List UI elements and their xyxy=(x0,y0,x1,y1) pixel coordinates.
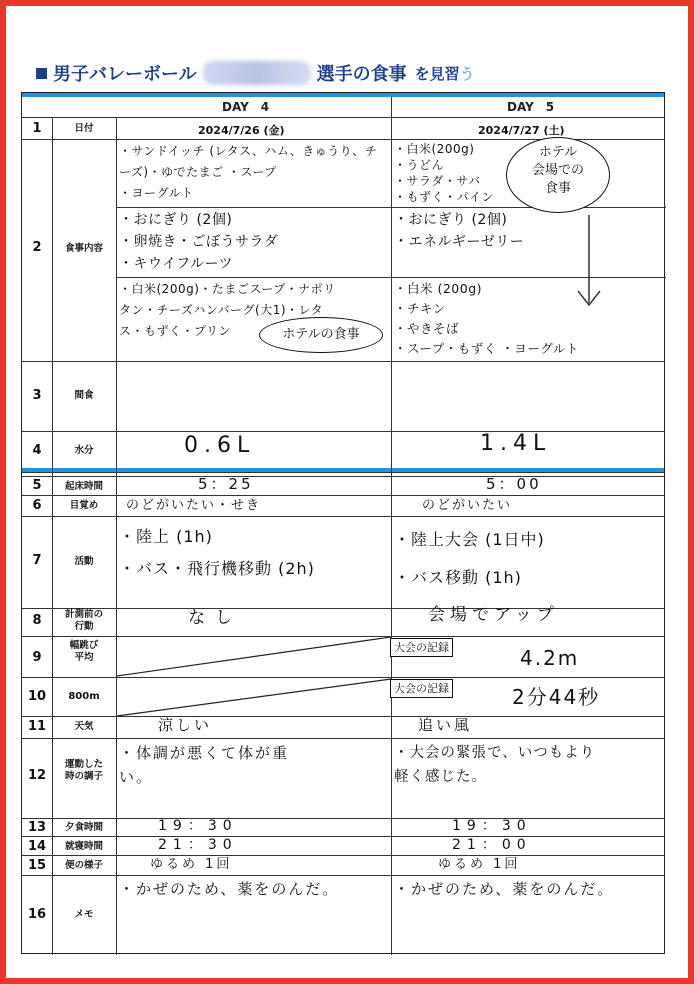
row-num-6: 6 xyxy=(32,498,42,513)
day5-800m-record: 2分44秒 xyxy=(512,685,601,709)
row-label-weather: 天気 xyxy=(74,721,94,732)
day4-bedtime: 21：30 xyxy=(158,837,238,853)
day5-wake: 5：00 xyxy=(486,475,542,493)
row-num-2: 2 xyxy=(32,240,42,255)
hotel-venue-bubble: ホテル 会場での 食事 xyxy=(506,137,610,213)
row-label-stool: 便の様子 xyxy=(64,860,103,871)
row-num-3: 3 xyxy=(32,388,42,403)
day5-jump-tag: 大会の記録 xyxy=(390,638,453,657)
day5-dinner-time: 19：30 xyxy=(452,818,532,834)
page-title xyxy=(36,60,475,86)
row-num-10: 10 xyxy=(27,689,47,704)
row-num-16: 16 xyxy=(27,907,47,922)
day4-condition: ・体調が悪くて体が重 い。 xyxy=(119,744,290,786)
title-prefix: 男子バレーボール xyxy=(53,64,197,85)
row-num-9: 9 xyxy=(32,650,42,665)
row-num-12: 12 xyxy=(27,768,47,783)
title-suffix: を見習う xyxy=(414,64,475,83)
day4-pre-measure: なし xyxy=(188,608,242,628)
record-sheet xyxy=(21,92,665,954)
day4-memo: ・かぜのため、薬をのんだ。 xyxy=(119,880,340,898)
strike-line-row10 xyxy=(117,679,391,716)
day5-condition: ・大会の緊張で、いつもより 軽く感じた。 xyxy=(394,745,596,785)
row-num-7: 7 xyxy=(32,553,42,568)
day5-pre-measure: 会場でアップ xyxy=(428,605,559,625)
day4-dinner-time: 19：30 xyxy=(158,818,238,834)
row-num-14: 14 xyxy=(27,839,47,854)
row-label-800m: 800m xyxy=(68,691,100,702)
day4-water: 0.6L xyxy=(184,433,256,458)
day4-dinner: ・白米(200g)・たまごスープ・ナポリ タン・チーズハンバーグ(大1)・レタ ス・もずく・プリン xyxy=(119,282,336,338)
row-label-snack: 間食 xyxy=(74,390,94,401)
day5-activity: ・陸上大会 (1日中) ・バス移動 (1h) xyxy=(394,530,545,587)
row-label-date: 日付 xyxy=(74,123,94,134)
row-label-memo: メモ xyxy=(74,909,94,920)
day5-jump-record: 4.2m xyxy=(520,646,580,670)
day4-lunch: ・おにぎり (2個) ・卵焼き・ごぼうサラダ ・キウイフルーツ xyxy=(119,212,279,272)
redacted-name xyxy=(203,61,311,85)
day5-800m-tag: 大会の記録 xyxy=(390,679,453,698)
row-label-dinner-time: 夕食時間 xyxy=(64,822,103,833)
row-num-13: 13 xyxy=(27,820,47,835)
row-num-11: 11 xyxy=(27,719,47,734)
day5-water: 1.4L xyxy=(480,431,552,456)
day5-date: 2024/7/27 (土) xyxy=(478,124,565,137)
row-num-15: 15 xyxy=(27,858,47,873)
row-label-bedtime: 就寝時間 xyxy=(64,841,103,852)
day4-header: DAY 4 xyxy=(222,100,270,114)
day5-waking-state: のどがいたい xyxy=(422,498,513,513)
day4-weather: 涼しい xyxy=(158,716,213,734)
row-label-activity: 活動 xyxy=(74,556,94,567)
row-num-4: 4 xyxy=(32,443,42,458)
day4-stool: ゆるめ 1回 xyxy=(150,857,233,872)
day4-activity: ・陸上 (1h) ・バス・飛行機移動 (2h) xyxy=(119,527,315,578)
day5-header: DAY 5 xyxy=(507,100,555,114)
row-label-pre-measure: 計測前の 行動 xyxy=(64,609,103,632)
row-label-condition: 運動した 時の調子 xyxy=(64,759,103,782)
day4-date: 2024/7/26 (金) xyxy=(198,124,285,137)
square-bullet-icon xyxy=(36,68,47,79)
day5-weather: 追い風 xyxy=(418,716,473,734)
day5-bedtime: 21：00 xyxy=(452,837,532,853)
hotel-meal-bubble: ホテルの食事 xyxy=(259,317,383,353)
row-label-meals: 食事内容 xyxy=(64,243,103,254)
strike-line-row9 xyxy=(117,637,391,676)
title-main: 選手の食事 xyxy=(316,64,407,85)
day5-memo: ・かぜのため、薬をのんだ。 xyxy=(394,880,615,898)
day4-waking-state: のどがいたい・せき xyxy=(126,498,262,513)
day5-stool: ゆるめ 1回 xyxy=(438,857,521,872)
day5-wake-day4: 5：25 xyxy=(198,475,254,493)
row-label-waking-state: 目覚め xyxy=(69,500,99,511)
row-num-5: 5 xyxy=(32,478,42,493)
row-num-8: 8 xyxy=(32,613,42,628)
row-label-water: 水分 xyxy=(74,445,94,456)
row-num-1: 1 xyxy=(32,121,42,136)
day5-dinner: ・白米 (200g) ・チキン ・やきそば ・スープ・もずく ・ヨーグルト xyxy=(394,281,579,356)
row-label-long-jump: 幅跳び 平均 xyxy=(69,640,99,663)
day5-breakfast: ・白米(200g) ・うどん ・サラダ・サバ ・もずく・パイン xyxy=(394,142,495,204)
row-label-wake: 起床時間 xyxy=(64,481,103,492)
day4-breakfast: ・サンドイッチ (レタス、ハム、きゅうり、チ ーズ)・ゆでたまご ・スープ ・ヨーグルト xyxy=(119,144,378,200)
day5-lunch: ・おにぎり (2個) ・エネルギーゼリー xyxy=(394,212,525,250)
